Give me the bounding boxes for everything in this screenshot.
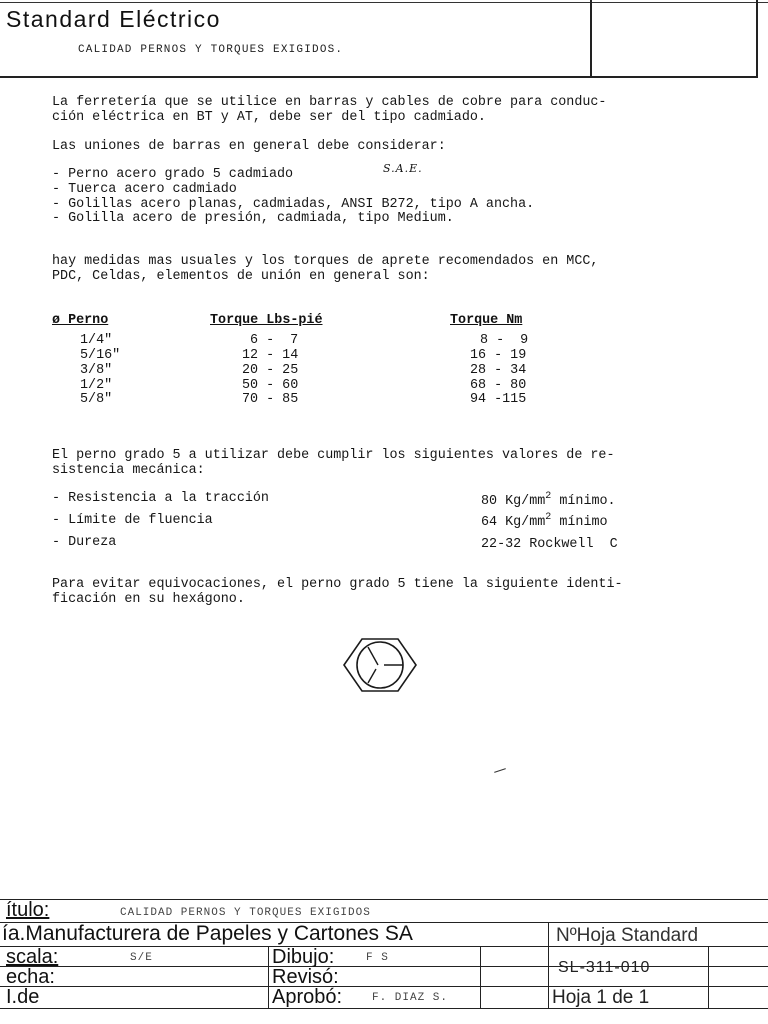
hexagon-bolt-head-icon — [340, 636, 420, 694]
resistance-label: - Dureza — [52, 535, 117, 550]
resistance-label: - Resistencia a la tracción — [52, 491, 269, 506]
reviso-label: Revisó: — [272, 966, 339, 988]
intro-line-2: ción eléctrica en BT y AT, debe ser del tipo cadmiado. — [52, 110, 486, 125]
fecha-label: echa: — [6, 966, 55, 988]
table-cell: 5/16" — [80, 348, 121, 363]
torque-table-header: Torque Nm — [450, 313, 523, 328]
table-cell: 12 - 14 — [242, 348, 299, 363]
table-cell: 20 - 25 — [242, 363, 299, 378]
value-suffix: mínimo — [551, 515, 608, 530]
identification-line-1: Para evitar equivocaciones, el perno grado 5 tiene la siguiente identi- — [52, 577, 623, 592]
title-block-rule — [0, 1008, 768, 1009]
table-cell: 28 - 34 — [470, 363, 527, 378]
value-exponent: 2 — [545, 512, 552, 523]
titulo-value: CALIDAD PERNOS Y TORQUES EXIGIDOS — [120, 907, 371, 919]
value-text: 64 Kg/mm — [481, 515, 546, 530]
torque-intro-line-1: hay medidas mas usuales y los torques de aprete recomendados en MCC, — [52, 254, 599, 269]
value-suffix: Rockwell C — [521, 537, 618, 552]
value-text: 22-32 — [481, 537, 522, 552]
unions-heading: Las uniones de barras en general debe considerar: — [52, 139, 446, 154]
table-cell: 3/8" — [80, 363, 113, 378]
company-name: Standard Eléctrico — [6, 6, 221, 32]
intro-line-1: La ferretería que se utilice en barras y cables de cobre para conduc- — [52, 95, 607, 110]
table-cell: 1/2" — [80, 378, 113, 393]
unions-item: - Perno acero grado 5 cadmiado — [52, 167, 294, 182]
table-cell: 5/8" — [80, 392, 113, 407]
sheet-code: SL-311-010 — [558, 959, 651, 976]
unions-item: - Golillas acero planas, cadmiadas, ANSI B272, tipo A ancha. — [52, 197, 535, 212]
table-cell: 94 -115 — [470, 392, 527, 407]
torque-table-header: ø Perno — [52, 313, 109, 328]
resistance-intro-line-2: sistencia mecánica: — [52, 463, 205, 478]
value-exponent: 2 — [545, 491, 552, 502]
aprobo-value: F. DIAZ S. — [372, 992, 449, 1004]
title-block-divider — [480, 946, 481, 1008]
title-block-divider — [268, 946, 269, 1008]
escala-label: scala: — [6, 946, 59, 968]
value-text: 80 Kg/mm — [481, 494, 546, 509]
title-block-divider — [708, 946, 709, 1008]
table-cell: 1/4" — [80, 333, 113, 348]
resistance-label: - Límite de fluencia — [52, 513, 213, 528]
table-cell: 68 - 80 — [470, 378, 527, 393]
dibujo-value: F S — [366, 952, 389, 964]
company-line: ía.Manufacturera de Papeles y Cartones SA — [2, 922, 413, 945]
title-block-divider — [548, 922, 549, 1008]
resistance-value — [481, 534, 618, 552]
resistance-intro-line-1: El perno grado 5 a utilizar debe cumplir los siguientes valores de re- — [52, 448, 615, 463]
stray-mark — [494, 768, 506, 773]
handwritten-note: S.A.E. — [383, 162, 423, 175]
unions-item: - Golilla acero de presión, cadmiada, tipo Medium. — [52, 211, 454, 226]
torque-intro-line-2: PDC, Celdas, elementos de unión en general son: — [52, 269, 430, 284]
torque-table-header: Torque Lbs-pié — [210, 313, 323, 328]
table-cell: 6 - 7 — [250, 333, 299, 348]
title-block-rule — [0, 966, 768, 967]
table-cell: 50 - 60 — [242, 378, 299, 393]
table-cell: 16 - 19 — [470, 348, 527, 363]
depto-label: I.de — [6, 986, 40, 1008]
resistance-value — [481, 512, 608, 530]
dibujo-label: Dibujo: — [272, 946, 335, 968]
identification-line-2: ficación en su hexágono. — [52, 592, 245, 607]
title-block-rule — [0, 986, 768, 987]
aprobo-label: Aprobó: — [272, 986, 343, 1008]
hoja-label: Hoja 1 de 1 — [552, 987, 650, 1008]
resistance-value — [481, 491, 616, 509]
titulo-label: ítulo: — [6, 899, 50, 921]
unions-item: - Tuerca acero cadmiado — [52, 182, 237, 197]
title-block-rule — [0, 899, 768, 900]
table-cell: 70 - 85 — [242, 392, 299, 407]
table-cell: 8 - 9 — [480, 333, 529, 348]
escala-value: S/E — [130, 952, 153, 964]
value-suffix: mínimo. — [551, 494, 616, 509]
header-divider — [590, 0, 592, 76]
document-subtitle: CALIDAD PERNOS Y TORQUES EXIGIDOS. — [78, 44, 344, 56]
nhoja-label: NºHoja Standard — [556, 925, 699, 946]
